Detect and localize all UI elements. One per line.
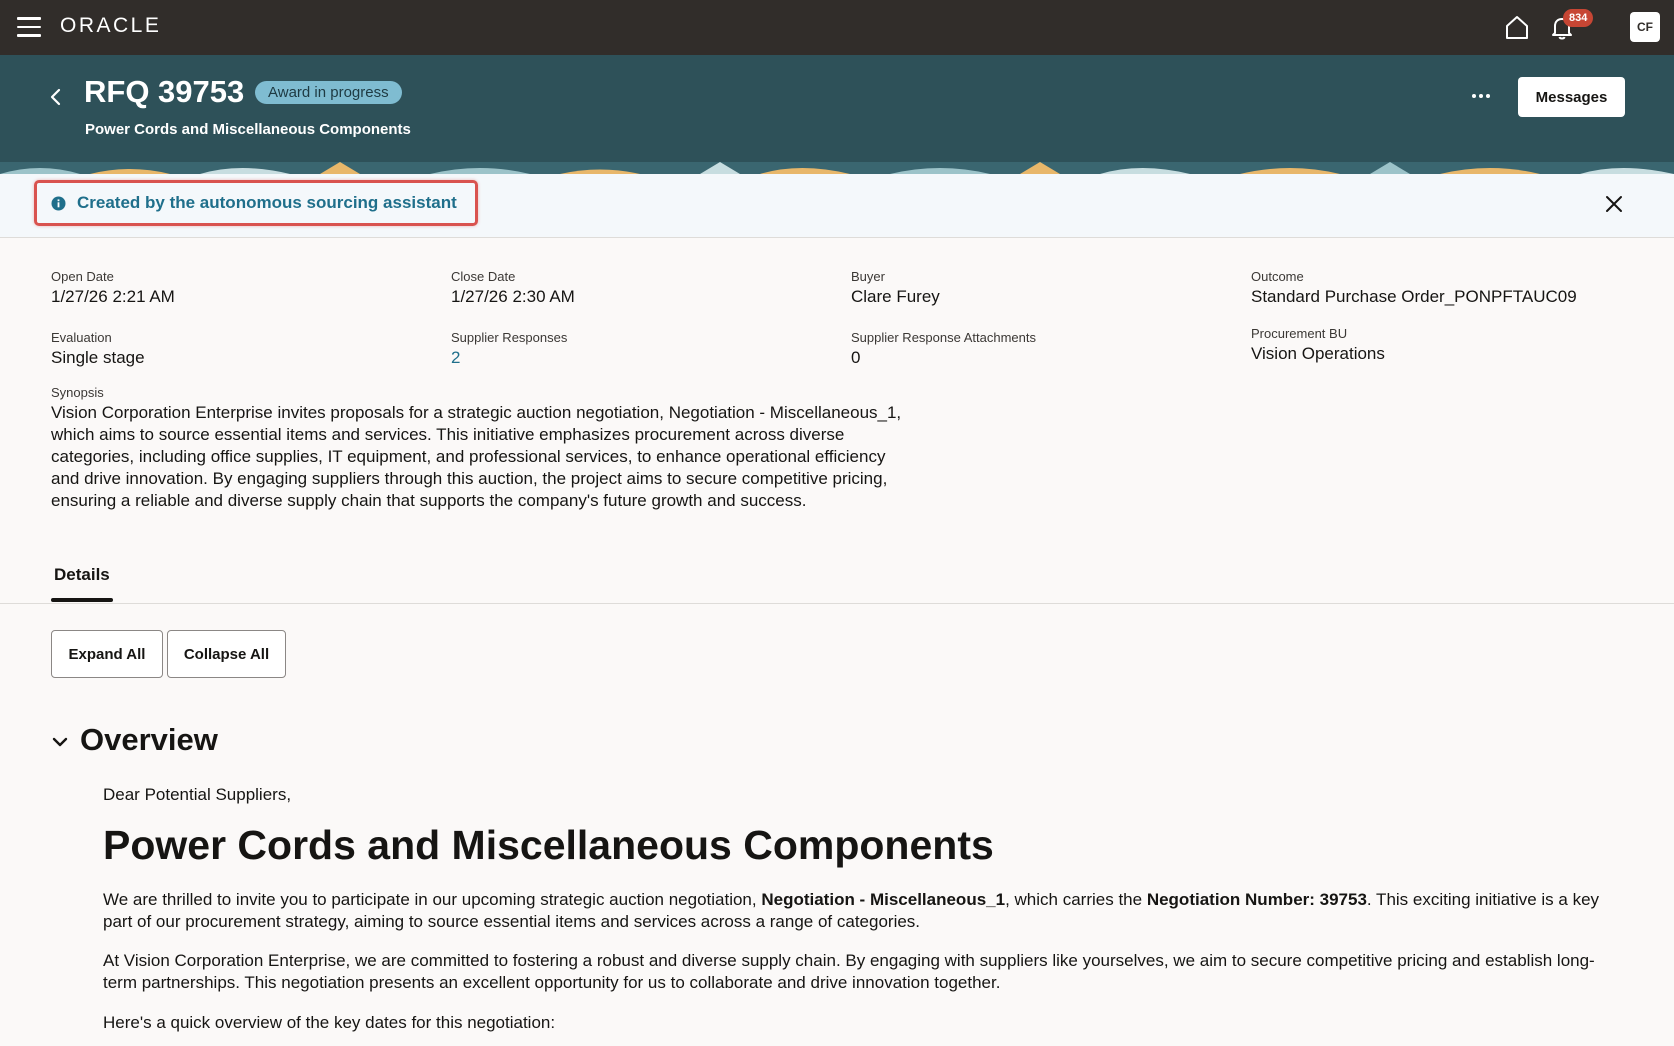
overview-heading: Power Cords and Miscellaneous Components (103, 822, 994, 868)
overview-paragraph: At Vision Corporation Enterprise, we are committed to fostering a robust and diverse supply chain. By engaging with suppliers like yourselves, we aim to secure competitive pricing and establish long-term partnerships. This negotiation presents an excellent opportunity for us to collaborate and drive innovation together. (103, 951, 1595, 992)
home-icon[interactable] (1503, 13, 1531, 41)
paragraph-text: . This exciting initiative is a key part of our procurement strategy, aiming to source essential items and services across a range of categories. (103, 890, 1600, 931)
info-icon (51, 196, 66, 211)
field-label: Buyer (851, 269, 885, 284)
messages-button[interactable]: Messages (1518, 77, 1625, 117)
negotiation-number: Negotiation Number: 39753 (1146, 890, 1367, 909)
field-value: Vision Operations (1251, 344, 1385, 363)
supplier-responses-link[interactable]: 2 (451, 348, 461, 367)
notification-count-badge[interactable]: 834 (1563, 9, 1593, 27)
back-icon[interactable] (46, 85, 66, 109)
top-navigation-bar (0, 0, 1674, 55)
paragraph-text: , which carries the (1005, 890, 1147, 909)
field-open-date (51, 269, 175, 308)
field-outcome (1251, 269, 1577, 308)
field-label: Supplier Responses (451, 330, 568, 345)
overview-greeting: Dear Potential Suppliers, (103, 785, 292, 804)
tab-active-indicator (51, 598, 113, 602)
negotiation-name: Negotiation - Miscellaneous_1 (761, 890, 1006, 909)
close-icon[interactable] (1604, 194, 1624, 214)
tab-details[interactable]: Details (54, 565, 110, 584)
chevron-down-icon[interactable] (50, 732, 70, 752)
banner-message: Created by the autonomous sourcing assistant (77, 193, 457, 212)
collapse-all-button[interactable]: Collapse All (167, 630, 286, 678)
field-value: Standard Purchase Order_PONPFTAUC09 (1251, 287, 1577, 306)
overview-section-title[interactable]: Overview (80, 722, 218, 757)
expand-all-button[interactable]: Expand All (51, 630, 163, 678)
field-value: Single stage (51, 348, 145, 367)
field-label: Evaluation (51, 330, 112, 345)
field-procurement-bu (1251, 326, 1385, 365)
page-title: RFQ 39753 (84, 74, 245, 109)
tab-divider (0, 603, 1674, 604)
field-label: Outcome (1251, 269, 1304, 284)
page-header (0, 55, 1674, 162)
field-supplier-responses (451, 330, 567, 369)
status-badge: Award in progress (255, 81, 402, 104)
field-value: 0 (851, 348, 861, 367)
more-options-icon[interactable] (1469, 84, 1493, 108)
info-banner (0, 174, 1674, 238)
field-buyer (851, 269, 940, 308)
field-evaluation (51, 330, 145, 369)
page-subtitle: Power Cords and Miscellaneous Components (85, 121, 411, 138)
overview-paragraph: Here's a quick overview of the key dates for this negotiation: (103, 1013, 556, 1032)
banner-highlight (34, 180, 478, 226)
field-label: Procurement BU (1251, 326, 1348, 341)
paragraph-text: We are thrilled to invite you to participate in our upcoming strategic auction negotiation, (103, 890, 762, 909)
oracle-logo[interactable]: ORACLE (60, 14, 162, 37)
field-label: Open Date (51, 269, 114, 284)
field-value: 1/27/26 2:30 AM (451, 287, 575, 306)
synopsis-text: Vision Corporation Enterprise invites proposals for a strategic auction negotiation, Negotiation - Miscellaneous_1, which aims to source essential items and services. This initiative emphasizes procurement across diverse categories, including office supplies, IT equipment, and professional services, to enhance operational efficiency and drive innovation. By engaging suppliers through this auction, the project aims to secure competitive pricing, ensuring a reliable and diverse supply chain that supports the company's future growth and success. (51, 403, 902, 510)
synopsis-label: Synopsis (51, 385, 104, 400)
user-avatar[interactable]: CF (1630, 12, 1660, 42)
field-value: 1/27/26 2:21 AM (51, 287, 175, 306)
field-supplier-response-attachments (851, 330, 1036, 369)
field-label: Close Date (451, 269, 516, 284)
overview-paragraph (103, 889, 1623, 933)
field-label: Supplier Response Attachments (851, 330, 1036, 345)
field-value: Clare Furey (851, 287, 940, 306)
menu-icon[interactable] (17, 17, 41, 37)
header-decoration-pattern (0, 162, 1674, 174)
field-close-date (451, 269, 575, 308)
